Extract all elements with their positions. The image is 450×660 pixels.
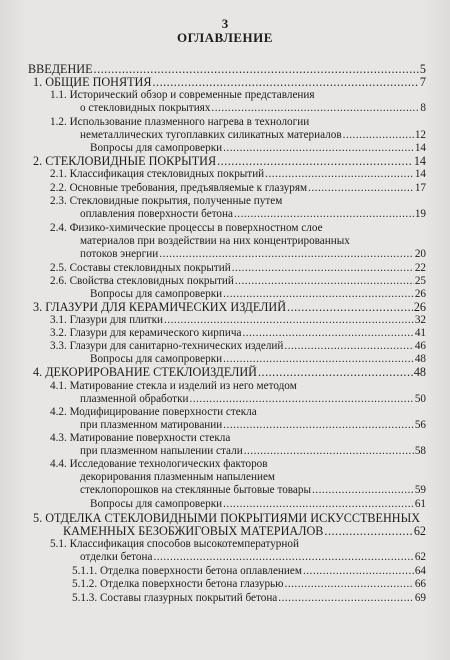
toc-entry-text: при плазменном матировании [80,419,223,431]
dot-leader [153,551,413,564]
toc-page-number: 25 [414,275,426,287]
toc-entry-text: 1. ОБЩИЕ ПОНЯТИЯ [33,75,152,89]
toc-page-number: 26 [413,300,426,314]
toc-entry-text: 2.5. Составы стекловидных покрытий [50,262,231,274]
toc-page-number: 17 [414,182,426,194]
toc-page-number: 14 [414,142,426,154]
toc-page-number: 19 [414,208,426,220]
dot-leader [285,578,414,591]
dot-leader [223,419,414,432]
toc-entry-text: 4.1. Матирование стекла и изделий из него методом [50,380,297,392]
toc-entry [33,366,426,379]
toc-entry-text: 1.1. Исторический обзор и современные представления [50,89,315,101]
toc-page-number: 66 [414,578,426,590]
toc-entry-text: ВВЕДЕНИЕ [28,62,93,76]
toc-entry-text: 2.2. Основные требования, предъявляемые к глазурям [50,182,308,194]
dot-leader [308,182,414,195]
toc-entry [33,512,426,538]
dot-leader [278,592,414,605]
toc-entry-text: Вопросы для самопроверки [90,288,223,300]
page-number: 3 [221,16,229,31]
toc-entry [50,222,426,261]
toc-page-number: 48 [414,353,426,365]
toc-entry [50,116,426,142]
toc-entry [33,301,426,314]
toc-entry-text: КАМЕННЫХ БЕЗОБЖИГОВЫХ МАТЕРИАЛОВ [63,524,324,538]
toc-entry-text: Вопросы для самопроверки [90,498,223,510]
toc-entry-text: оплавления поверхности бетона [80,208,233,220]
dot-leader [265,168,414,181]
toc-entry [50,182,426,195]
toc-entry [33,155,426,168]
toc-page-number: 26 [414,288,426,300]
toc-entry-text: 5.1.3. Составы глазурных покрытий бетона [72,592,278,604]
toc-entry [72,592,426,605]
toc-page-number: 59 [414,484,426,496]
toc-entry-text: Вопросы для самопроверки [90,142,223,154]
toc-entry-text: 4.4. Исследование технологических факторов [50,458,268,470]
dot-leader [324,525,412,538]
dot-leader [164,314,414,327]
toc-entry-text: 5.1. Классификация способов высокотемпературной [50,538,299,550]
toc-entry [50,340,426,353]
toc-entry [50,432,426,458]
dot-leader [217,155,413,168]
dot-leader [223,142,414,155]
toc-page-number: 50 [414,393,426,405]
toc-page-number: 5 [419,62,426,76]
toc-entry-text: 2.6. Свойства стекловидных покрытий [50,275,234,287]
toc-entry [72,565,426,578]
toc-page-number: 62 [414,551,426,563]
toc-page-number: 41 [414,327,426,339]
toc-entry-text: стеклопорошков на стеклянные бытовые товары [80,484,311,496]
dot-leader [190,393,414,406]
toc-entry-text: отделки бетона [80,551,153,563]
toc-page-number: 14 [414,168,426,180]
toc-page-number: 62 [413,524,426,538]
toc-entry [50,458,426,497]
toc-entry-text: 2.1. Классификация стекловидных покрытий [50,168,265,180]
toc-entry-text: неметаллических тугоплавких силикатных материалов [80,129,342,141]
dot-leader [211,102,419,115]
toc-entry-text: 3.1. Глазури для плитки [50,314,163,326]
toc-page-number: 48 [413,365,426,379]
toc-entry [50,380,426,406]
toc-page-number: 61 [414,498,426,510]
page-title: ОГЛАВЛЕНИЕ [177,30,273,45]
dot-leader [242,327,413,340]
toc-entry-text: 3.2. Глазури для керамического кирпича [50,327,242,339]
toc-entry-text: 4. ДЕКОРИРОВАНИЕ СТЕКЛОИЗДЕЛИЙ [33,365,257,379]
dot-leader [234,208,414,221]
toc-page-number: 22 [414,262,426,274]
dot-leader [312,484,414,497]
dot-leader [223,498,414,511]
toc-entry-text: декорирования плазменным напылением [80,471,275,483]
toc-entry-text: 2.3. Стекловидные покрытия, полученные путем [50,195,283,207]
toc-entry-text: 5.1.1. Отделка поверхности бетона оплавлением [72,565,302,577]
toc-entry-text: потоков энергии [80,248,159,260]
toc-page-number: 58 [414,445,426,457]
dot-leader [159,248,414,261]
toc-page-number: 56 [414,419,426,431]
dot-leader [152,76,418,89]
toc-entry [50,168,426,181]
toc-entry [50,314,426,327]
toc-entry [50,275,426,288]
toc-entry-text: 3. ГЛАЗУРИ ДЛЯ КЕРАМИЧЕСКИХ ИЗДЕЛИЙ [33,300,287,314]
toc-entry-text: 2. СТЕКЛОВИДНЫЕ ПОКРЫТИЯ [33,154,217,168]
dot-leader [284,340,413,353]
toc-entry-text: плазменной обработки [80,393,189,405]
toc-entry-text: 5. ОТДЕЛКА СТЕКЛОВИДНЫМИ ПОКРЫТИЯМИ ИСКУССТВЕННЫХ [33,511,421,525]
toc-page-number: 64 [414,565,426,577]
toc-entry-text: при плазменном напылении стали [80,445,243,457]
toc-page-number: 8 [420,102,426,114]
toc-entry-text: 1.2. Использование плазменного нагрева в технологии [50,116,310,128]
toc-entry [33,76,426,89]
toc-entry [50,262,426,275]
toc-entry [50,195,426,221]
toc-page-number: 7 [419,75,426,89]
toc-page-number: 46 [414,340,426,352]
dot-leader [235,275,414,288]
toc-entry-text: 4.3. Матирование поверхности стекла [50,432,231,444]
dot-leader [303,565,414,578]
toc-entry-text: 3.3. Глазури для санитарно-технических изделий [50,340,284,352]
toc-page-number: 20 [414,248,426,260]
dot-leader [343,129,414,142]
toc-entry [50,406,426,432]
toc-entry-text: Вопросы для самопроверки [90,353,223,365]
toc-page-number: 12 [414,129,426,141]
toc-page-number: 32 [414,314,426,326]
dot-leader [258,366,413,379]
dot-leader [232,262,414,275]
toc-page-number: 14 [413,154,426,168]
dot-leader [287,301,413,314]
toc-entry [90,498,426,511]
toc-entry [50,327,426,340]
toc-entry-text: о стекловидных покрытиях [80,102,211,114]
dot-leader [244,445,414,458]
toc-entry-text: 5.1.2. Отделка поверхности бетона глазурью [72,578,284,590]
toc-entry [50,89,426,115]
toc-entry-text: 4.2. Модифицирование поверхности стекла [50,406,257,418]
toc-entry [50,538,426,564]
toc-entry-text: материалов при воздействии на них концентрированных [80,235,350,247]
toc-entry [72,578,426,591]
toc-entry-text: 2.4. Физико-химические процессы в поверхностном слое [50,222,323,234]
toc-page-number: 69 [414,592,426,604]
